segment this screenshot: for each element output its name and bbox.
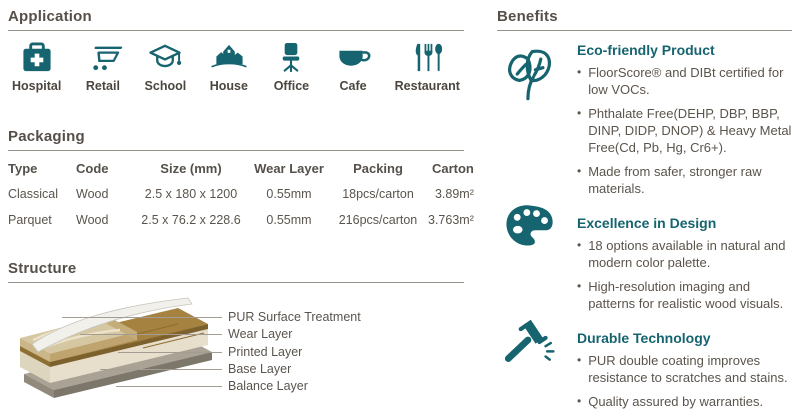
application-divider — [8, 30, 464, 31]
bullet-dot: • — [577, 279, 582, 293]
leader-line — [118, 352, 222, 353]
application-icon-row — [8, 41, 464, 93]
table-cell: Classical — [8, 187, 59, 201]
benefit-bullet — [577, 237, 792, 271]
benefits-divider — [497, 30, 792, 31]
benefits-section — [497, 8, 792, 415]
structure-divider — [8, 282, 464, 283]
application-item-hospital — [12, 41, 61, 93]
column-header: Type — [8, 161, 38, 176]
table-cell: 0.55mm — [266, 213, 312, 227]
bullet-text: Phthalate Free(DEHP, DBP, BBP, DINP, DIDP, DNOP) & Heavy Metal Free(Cd, Pb, Hg, Cr6+). — [588, 106, 792, 155]
benefit-bullet — [577, 105, 792, 156]
leader-line — [100, 369, 222, 370]
table-cell: 18pcs/carton — [342, 187, 414, 201]
bullet-text: Made from safer, stronger raw materials. — [588, 164, 762, 196]
column-header: Carton — [431, 161, 474, 176]
office-icon — [271, 41, 311, 74]
packaging-title: Packaging — [8, 128, 85, 145]
benefit-group-eco — [497, 42, 792, 204]
layer-label-wear: Wear Layer — [228, 327, 293, 341]
benefit-heading: Excellence in Design — [577, 215, 717, 231]
table-cell: 216pcs/carton — [338, 213, 418, 227]
table-cell: 2.5 x 76.2 x 228.6 — [141, 213, 241, 227]
retail-icon — [83, 41, 123, 74]
table-cell: Wood — [76, 187, 109, 201]
column-header: Code — [76, 161, 109, 176]
application-label: Cafe — [339, 79, 367, 93]
layer-label-printed: Printed Layer — [228, 345, 303, 359]
benefit-bullet — [577, 163, 792, 197]
house-icon — [208, 41, 250, 74]
column-header: Packing — [353, 161, 403, 176]
benefit-bullet — [577, 352, 792, 386]
application-label: Office — [273, 79, 310, 93]
application-section — [8, 8, 464, 93]
benefit-body — [577, 330, 792, 415]
cafe-icon — [333, 41, 373, 74]
leaf-icon — [497, 42, 577, 109]
application-item-retail — [83, 41, 123, 93]
application-title: Application — [8, 8, 92, 25]
benefit-group-durable — [497, 330, 792, 415]
table-cell: Parquet — [8, 213, 52, 227]
bullet-text: High-resolution imaging and patterns for realistic wood visuals. — [588, 279, 784, 311]
application-item-school — [145, 41, 187, 93]
bullet-dot: • — [577, 394, 582, 408]
bullet-dot: • — [577, 65, 582, 79]
bullet-dot: • — [577, 353, 582, 367]
application-item-cafe — [333, 41, 373, 93]
application-item-house — [208, 41, 250, 93]
leader-line — [62, 317, 222, 318]
benefit-bullet — [577, 64, 792, 98]
application-label: Retail — [85, 79, 120, 93]
table-cell: 3.763m² — [428, 213, 474, 227]
application-item-restaurant — [395, 41, 460, 93]
column-header: Size (mm) — [160, 161, 222, 176]
benefits-title: Benefits — [497, 8, 558, 25]
bullet-text: FloorScore® and DIBt certified for low VOCs. — [588, 65, 784, 97]
hammer-icon — [497, 312, 577, 375]
leader-line — [116, 386, 222, 387]
layer-label-base: Base Layer — [228, 362, 292, 376]
table-cell: 2.5 x 180 x 1200 — [144, 187, 238, 201]
benefit-bullet — [577, 278, 792, 312]
benefit-heading: Durable Technology — [577, 330, 711, 346]
school-icon — [145, 41, 185, 74]
packaging-section — [8, 128, 474, 230]
application-label: School — [144, 79, 187, 93]
leader-line — [80, 334, 222, 335]
bullet-text: Quality assured by warranties. — [588, 394, 764, 409]
benefit-bullet — [577, 393, 792, 410]
application-item-office — [271, 41, 311, 93]
bullet-text: 18 options available in natural and modern color palette. — [588, 238, 786, 270]
benefit-body — [577, 42, 792, 204]
benefit-body — [577, 215, 792, 319]
bullet-dot: • — [577, 164, 582, 178]
bullet-dot: • — [577, 238, 582, 252]
bullet-text: PUR double coating improves resistance to scratches and stains. — [588, 353, 788, 385]
structure-title: Structure — [8, 260, 77, 277]
bullet-dot: • — [577, 106, 582, 120]
benefit-heading: Eco-friendly Product — [577, 42, 715, 58]
column-header: Wear Layer — [254, 161, 324, 176]
application-label: Hospital — [12, 79, 62, 93]
application-label: Restaurant — [394, 79, 460, 93]
palette-icon — [497, 197, 577, 262]
table-cell: 0.55mm — [266, 187, 312, 201]
packaging-table — [8, 159, 474, 230]
layer-label-balance: Balance Layer — [228, 379, 308, 393]
layer-label-pur: PUR Surface Treatment — [228, 310, 361, 324]
table-cell: Wood — [76, 213, 109, 227]
hospital-icon — [17, 41, 57, 74]
restaurant-icon — [408, 41, 446, 74]
structure-section — [8, 260, 464, 283]
table-cell: 3.89m² — [434, 187, 474, 201]
packaging-divider — [8, 150, 464, 151]
application-label: House — [209, 79, 248, 93]
benefit-group-design — [497, 215, 792, 319]
